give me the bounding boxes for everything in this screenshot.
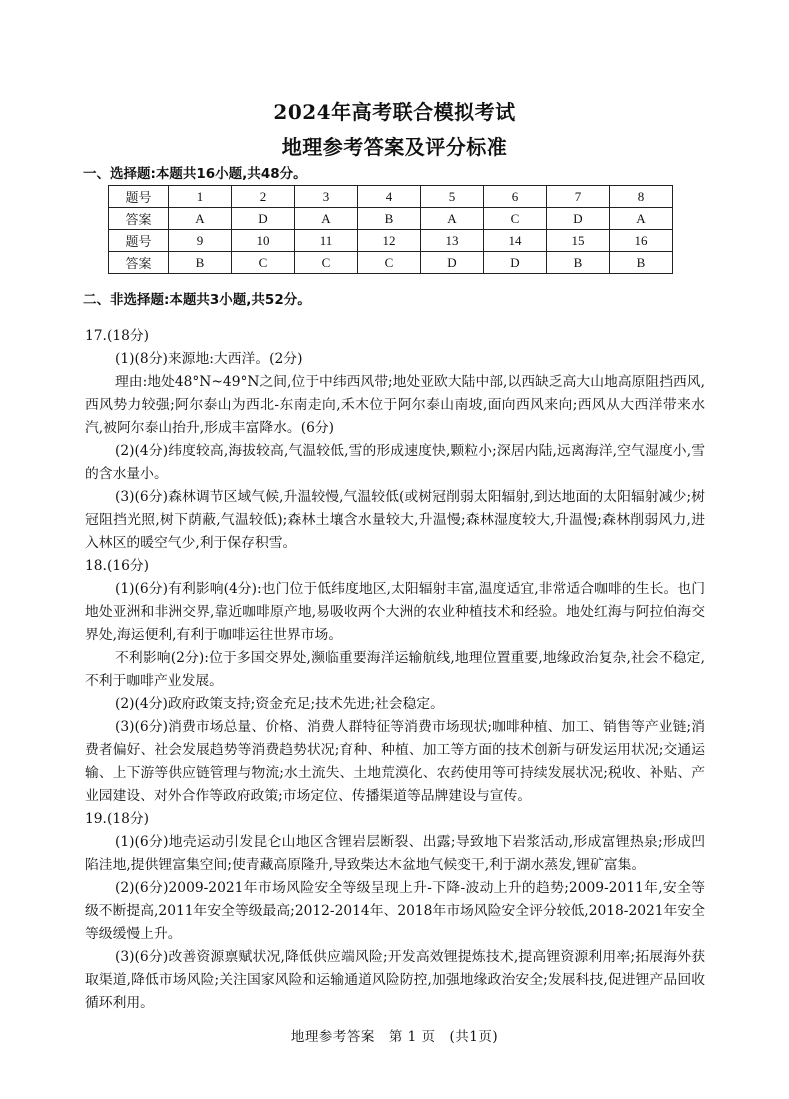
answer-table-cell: C (232, 252, 295, 274)
answer-table (108, 185, 673, 274)
answer-table-cell: 12 (358, 230, 421, 252)
answer-table-row-label: 题号 (109, 230, 169, 252)
answer-table-cell: A (610, 208, 673, 230)
answer-table-cell: 9 (169, 230, 232, 252)
q17-part3: (3)(6分)森林调节区域气候,升温较慢,气温较低(或树冠削弱太阳辐射,到达地面的太阳辐射减少;树冠阻挡光照,树下荫蔽,气温较低);森林土壤含水量较大,升温慢;森林湿度较大,升温慢;森林削弱风力,进入林区的暖空气少,利于保存积雪。 (85, 489, 705, 551)
answer-table-row (109, 252, 673, 274)
answer-table-cell: 5 (421, 186, 484, 208)
q19-part2: (2)(6分)2009-2021年市场风险安全等级呈现上升-下降-波动上升的趋势;2009-2011年,安全等级不断提高,2011年安全等级最高;2012-2014年、2018年市场风险安全评分较低,2018-2021年安全等级缓慢上升。 (85, 880, 705, 942)
answer-table-row (109, 186, 673, 208)
answer-table-cell: 16 (610, 230, 673, 252)
answer-table-cell: 14 (484, 230, 547, 252)
answer-table-row-label: 答案 (109, 208, 169, 230)
q17-reason: 理由:地处48°N~49°N之间,位于中纬西风带;地处亚欧大陆中部,以西缺乏高大山地高原阻挡西风,西风势力较强;阿尔泰山为西北-东南走向,禾木位于阿尔泰山南坡,面向西风来向;西风从大西洋带来水汽,被阿尔泰山抬升,形成丰富降水。(6分) (85, 374, 705, 436)
answer-table-cell: C (358, 252, 421, 274)
answer-table-cell: 10 (232, 230, 295, 252)
q19-part1: (1)(6分)地壳运动引发昆仑山地区含锂岩层断裂、出露;导致地下岩浆活动,形成富锂热泉;形成凹陷洼地,提供锂富集空间;使青藏高原隆升,导致柴达木盆地气候变干,利于湖水蒸发,锂矿富集。 (85, 834, 705, 873)
answer-table-cell: 13 (421, 230, 484, 252)
section1-heading: 一、选择题:本题共16小题,共48分。 (83, 166, 307, 182)
answer-table-cell: 15 (547, 230, 610, 252)
answer-table-cell: D (484, 252, 547, 274)
answer-table-cell: D (421, 252, 484, 274)
answer-table-cell: B (358, 208, 421, 230)
answer-table-cell: C (484, 208, 547, 230)
answer-table-cell: D (232, 208, 295, 230)
q17-part2: (2)(4分)纬度较高,海拔较高,气温较低,雪的形成速度快,颗粒小;深居内陆,远离海洋,空气湿度小,雪的含水量小。 (85, 443, 705, 482)
answers-body (85, 325, 705, 1015)
question-17-number: 17.(18分) (85, 328, 150, 344)
answer-table-row (109, 230, 673, 252)
answer-table-cell: B (547, 252, 610, 274)
answer-table-cell: 11 (295, 230, 358, 252)
q18-part2: (2)(4分)政府政策支持;资金充足;技术先进;社会稳定。 (115, 696, 444, 712)
q19-part3: (3)(6分)改善资源禀赋状况,降低供应端风险;开发高效锂提炼技术,提高锂资源利用率;拓展海外获取渠道,降低市场风险;关注国家风险和运输通道风险防控,加强地缘政治安全;发展科技,促进锂产品回收循环利用。 (85, 949, 705, 1011)
answer-table-cell: 2 (232, 186, 295, 208)
page-footer: 地理参考答案 第 1 页 (共1页) (290, 1029, 499, 1045)
answer-table-cell: 7 (547, 186, 610, 208)
answer-table-cell: D (547, 208, 610, 230)
section2-heading: 二、非选择题:本题共3小题,共52分。 (83, 292, 311, 308)
answer-table-row-label: 题号 (109, 186, 169, 208)
answer-table-row (109, 208, 673, 230)
answer-table-cell: C (295, 252, 358, 274)
answer-table-cell: 4 (358, 186, 421, 208)
answer-table-cell: A (295, 208, 358, 230)
answer-table-cell: B (169, 252, 232, 274)
answer-table-cell: 6 (484, 186, 547, 208)
answer-table-row-label: 答案 (109, 252, 169, 274)
answer-table-cell: 8 (610, 186, 673, 208)
answer-table-cell: 1 (169, 186, 232, 208)
answer-table-cell: B (610, 252, 673, 274)
page-title: 2024年高考联合模拟考试 (273, 100, 516, 124)
q18-unfavorable: 不利影响(2分):位于多国交界处,濒临重要海洋运输航线,地理位置重要,地缘政治复杂,社会不稳定,不利于咖啡产业发展。 (85, 650, 705, 689)
q18-part3: (3)(6分)消费市场总量、价格、消费人群特征等消费市场现状;咖啡种植、加工、销售等产业链;消费者偏好、社会发展趋势等消费趋势状况;育种、种植、加工等方面的技术创新与研发运用状况;交通运输、上下游等供应链管理与物流;水土流失、土地荒漠化、农药使用等可持续发展状况;税收、补贴、产业园建设、对外合作等政府政策;市场定位、传播渠道等品牌建设与宣传。 (85, 719, 705, 804)
question-19-number: 19.(18分) (85, 811, 150, 827)
answer-table-cell: 3 (295, 186, 358, 208)
q17-part1: (1)(8分)来源地:大西洋。(2分) (115, 351, 303, 367)
question-18-number: 18.(16分) (85, 558, 150, 574)
q18-part1: (1)(6分)有利影响(4分):也门位于低纬度地区,太阳辐射丰富,温度适宜,非常适合咖啡的生长。也门地处亚洲和非洲交界,靠近咖啡原产地,易吸收两个大洲的农业种植技术和经验。地处红海与阿拉伯海交界处,海运便利,有利于咖啡运往世界市场。 (85, 581, 705, 643)
answer-table-cell: A (169, 208, 232, 230)
answer-table-cell: A (421, 208, 484, 230)
page-subtitle: 地理参考答案及评分标准 (281, 135, 508, 159)
